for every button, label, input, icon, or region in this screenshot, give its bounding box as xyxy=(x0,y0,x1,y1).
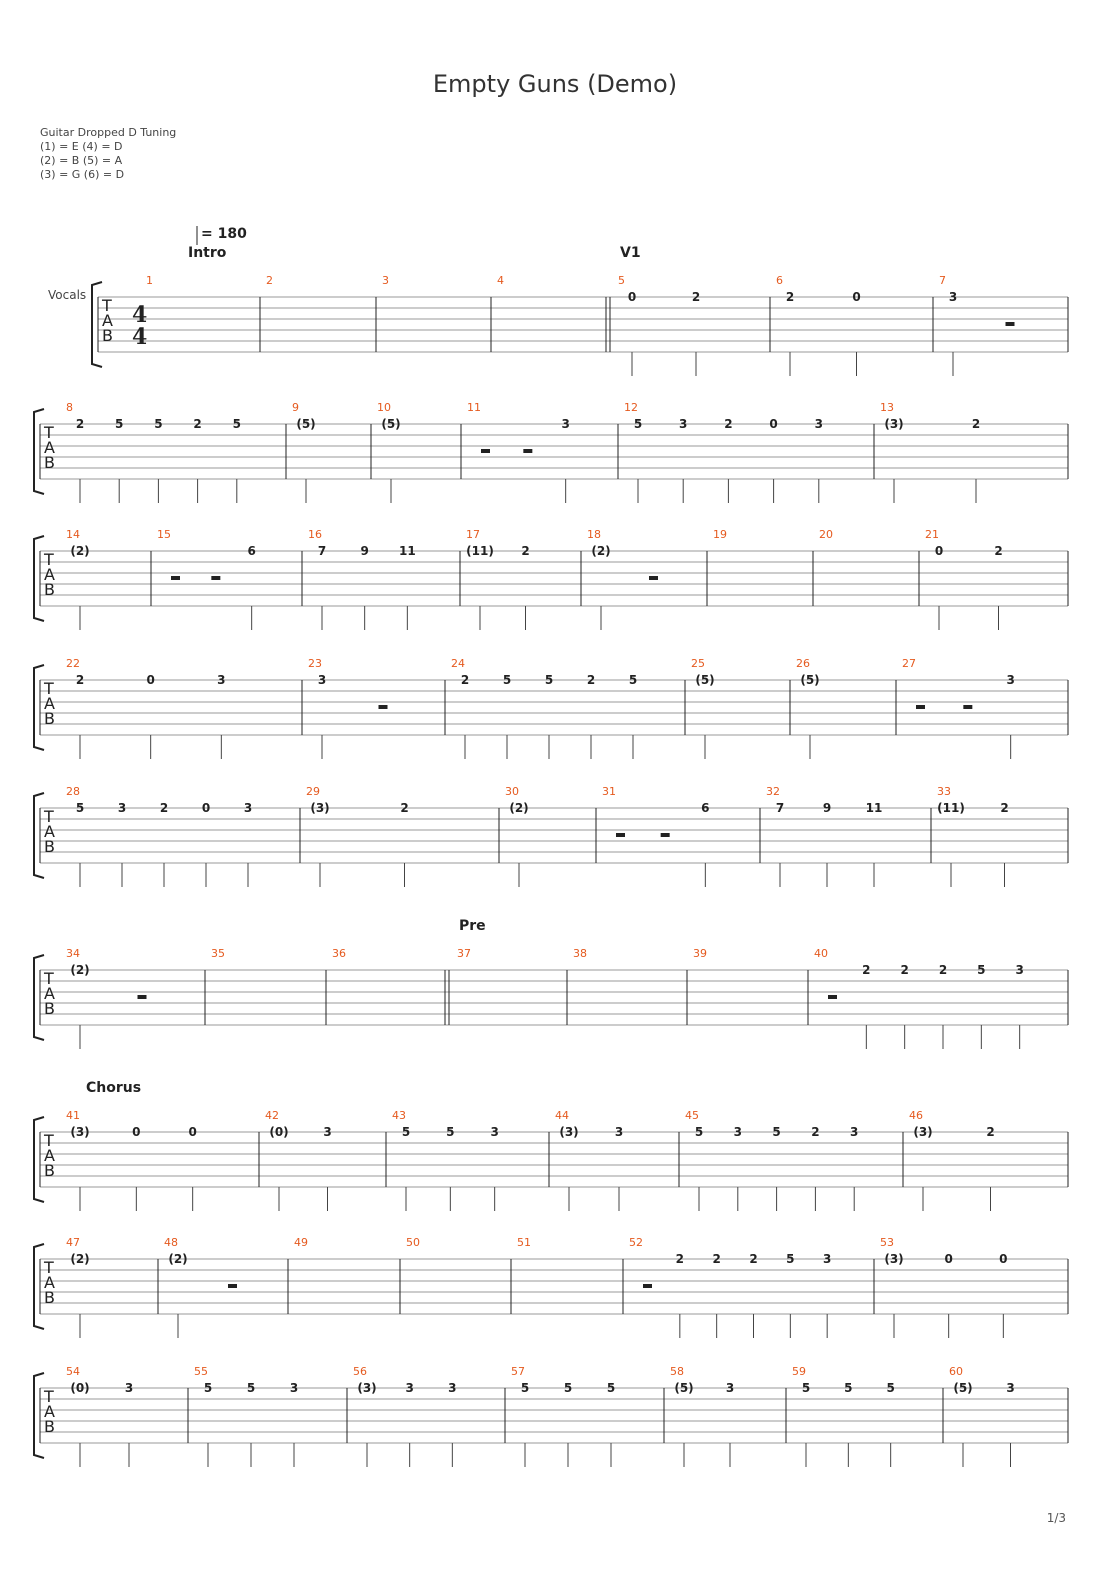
rest-mark xyxy=(963,705,972,709)
fret-number: (2) xyxy=(70,544,90,558)
fret-number: 2 xyxy=(900,963,909,977)
fret-number: (5) xyxy=(674,1381,694,1395)
measure-number: 21 xyxy=(925,528,939,541)
rest-mark xyxy=(661,833,670,837)
tab-clef: T xyxy=(44,1258,54,1277)
measure-number: 14 xyxy=(66,528,80,541)
measure-number: 58 xyxy=(670,1365,684,1378)
fret-number: 3 xyxy=(679,417,688,431)
measure-number: 56 xyxy=(353,1365,367,1378)
fret-number: 5 xyxy=(633,417,643,431)
tab-clef: A xyxy=(44,1146,55,1165)
fret-number: 3 xyxy=(117,801,127,815)
instrument-label: Vocals xyxy=(48,288,87,302)
tab-clef: A xyxy=(44,565,55,584)
rest-mark xyxy=(379,705,388,709)
fret-number: (3) xyxy=(559,1125,579,1139)
section-label: V1 xyxy=(620,245,641,261)
fret-number: 2 xyxy=(749,1252,758,1266)
fret-number: 3 xyxy=(725,1381,735,1395)
fret-number: 5 xyxy=(502,673,512,687)
fret-number: (3) xyxy=(357,1381,377,1395)
measure-number: 37 xyxy=(457,947,471,960)
tab-system xyxy=(34,401,1068,503)
fret-number: 5 xyxy=(75,801,85,815)
fret-number: 5 xyxy=(232,417,241,431)
measure-number: 8 xyxy=(66,401,73,414)
measure-number: 38 xyxy=(573,947,587,960)
measure-number: 50 xyxy=(406,1236,420,1249)
rest-mark xyxy=(616,833,625,837)
measure-number: 60 xyxy=(949,1365,963,1378)
tab-clef: B xyxy=(44,999,55,1018)
measure-number: 52 xyxy=(629,1236,643,1249)
section-label: Pre xyxy=(459,918,486,934)
fret-number: 2 xyxy=(691,290,701,304)
measure-number: 28 xyxy=(66,785,80,798)
measure-number: 36 xyxy=(332,947,346,960)
measure-number: 16 xyxy=(308,528,322,541)
fret-number: (3) xyxy=(884,417,904,431)
fret-number: 9 xyxy=(822,801,832,815)
fret-number: 3 xyxy=(1015,963,1024,977)
measure-number: 6 xyxy=(776,274,783,287)
page-number: 1/3 xyxy=(1046,1511,1066,1525)
fret-number: 3 xyxy=(323,1125,332,1139)
fret-number: 2 xyxy=(400,801,409,815)
tuning-name: Guitar Dropped D Tuning xyxy=(40,126,177,139)
fret-number: (3) xyxy=(310,801,330,815)
measure-number: 15 xyxy=(157,528,171,541)
fret-number: (2) xyxy=(70,963,90,977)
fret-number: 3 xyxy=(814,417,823,431)
measure-number: 11 xyxy=(467,401,481,414)
tab-clef: A xyxy=(44,694,55,713)
fret-number: 5 xyxy=(544,673,554,687)
measure-number: 44 xyxy=(555,1109,569,1122)
tab-clef: T xyxy=(102,296,112,315)
fret-number: (2) xyxy=(591,544,611,558)
measure-number: 1 xyxy=(146,274,153,287)
fret-number: (5) xyxy=(381,417,401,431)
fret-number: 5 xyxy=(203,1381,213,1395)
tab-clef: B xyxy=(44,1161,55,1180)
fret-number: 2 xyxy=(938,963,948,977)
fret-number: 2 xyxy=(586,673,596,687)
measure-number: 33 xyxy=(937,785,951,798)
tuning-line: (3) = G (6) = D xyxy=(40,168,125,181)
measure-number: 22 xyxy=(66,657,80,670)
fret-number: 3 xyxy=(733,1125,742,1139)
tab-system xyxy=(34,1365,1068,1467)
tab-clef: B xyxy=(44,580,55,599)
fret-number: 5 xyxy=(786,1252,795,1266)
fret-number: (3) xyxy=(70,1125,90,1139)
fret-number: 3 xyxy=(490,1125,499,1139)
fret-number: 0 xyxy=(934,544,944,558)
fret-number: 6 xyxy=(701,801,710,815)
fret-number: (11) xyxy=(466,544,494,558)
tab-clef: T xyxy=(44,550,54,569)
tab-clef: A xyxy=(102,311,113,330)
tab-clef: T xyxy=(44,807,54,826)
fret-number: 3 xyxy=(1006,673,1015,687)
tab-clef: B xyxy=(102,326,113,345)
measure-number: 45 xyxy=(685,1109,699,1122)
fret-number: 0 xyxy=(852,290,861,304)
fret-number: (3) xyxy=(913,1125,933,1139)
measure-number: 51 xyxy=(517,1236,531,1249)
measure-number: 3 xyxy=(382,274,389,287)
fret-number: 2 xyxy=(521,544,530,558)
measure-number: 35 xyxy=(211,947,225,960)
fret-number: 3 xyxy=(561,417,570,431)
fret-number: 3 xyxy=(317,673,327,687)
measure-number: 20 xyxy=(819,528,833,541)
tab-clef: B xyxy=(44,1288,55,1307)
measure-number: 13 xyxy=(880,401,894,414)
measure-number: 46 xyxy=(909,1109,923,1122)
fret-number: (11) xyxy=(937,801,965,815)
fret-number: 2 xyxy=(75,417,85,431)
fret-number: 5 xyxy=(628,673,638,687)
fret-number: 5 xyxy=(977,963,986,977)
fret-number: 2 xyxy=(811,1125,820,1139)
fret-number: 2 xyxy=(994,544,1003,558)
fret-number: (5) xyxy=(953,1381,973,1395)
fret-number: (2) xyxy=(168,1252,188,1266)
tab-clef: B xyxy=(44,837,55,856)
fret-number: 2 xyxy=(1000,801,1009,815)
fret-number: 5 xyxy=(401,1125,411,1139)
time-signature-top: 4 xyxy=(132,302,148,328)
fret-number: 0 xyxy=(132,1125,141,1139)
fret-number: 2 xyxy=(675,1252,685,1266)
tab-clef: A xyxy=(44,438,55,457)
measure-number: 23 xyxy=(308,657,322,670)
fret-number: 3 xyxy=(243,801,253,815)
fret-number: 3 xyxy=(124,1381,134,1395)
fret-number: 3 xyxy=(448,1381,457,1395)
measure-number: 31 xyxy=(602,785,616,798)
fret-number: 2 xyxy=(712,1252,721,1266)
fret-number: 5 xyxy=(115,417,124,431)
tab-system xyxy=(34,1236,1068,1338)
rest-mark xyxy=(211,576,220,580)
tab-system xyxy=(34,785,1068,887)
rest-mark xyxy=(138,995,147,999)
measure-number: 57 xyxy=(511,1365,525,1378)
fret-number: 2 xyxy=(159,801,169,815)
fret-number: 0 xyxy=(146,673,155,687)
measure-number: 34 xyxy=(66,947,80,960)
fret-number: 0 xyxy=(999,1252,1008,1266)
measure-number: 26 xyxy=(796,657,810,670)
measure-number: 5 xyxy=(618,274,625,287)
time-signature-bottom: 4 xyxy=(132,324,148,350)
fret-number: (3) xyxy=(884,1252,904,1266)
measure-number: 39 xyxy=(693,947,707,960)
fret-number: (0) xyxy=(70,1381,90,1395)
measure-number: 32 xyxy=(766,785,780,798)
fret-number: 0 xyxy=(769,417,778,431)
fret-number: 5 xyxy=(886,1381,895,1395)
fret-number: 11 xyxy=(398,544,416,558)
fret-number: 0 xyxy=(188,1125,197,1139)
fret-number: 11 xyxy=(865,801,883,815)
section-label: Intro xyxy=(188,245,227,261)
measure-number: 48 xyxy=(164,1236,178,1249)
fret-number: 3 xyxy=(948,290,958,304)
measure-number: 40 xyxy=(814,947,828,960)
measure-number: 41 xyxy=(66,1109,80,1122)
tab-system xyxy=(34,657,1068,759)
fret-number: 2 xyxy=(193,417,202,431)
tab-clef: B xyxy=(44,453,55,472)
measure-number: 10 xyxy=(377,401,391,414)
rest-mark xyxy=(481,449,490,453)
fret-number: 0 xyxy=(627,290,637,304)
rest-mark xyxy=(228,1284,237,1288)
measure-number: 12 xyxy=(624,401,638,414)
fret-number: (5) xyxy=(296,417,316,431)
measure-number: 54 xyxy=(66,1365,80,1378)
fret-number: 3 xyxy=(1006,1381,1015,1395)
measure-number: 7 xyxy=(939,274,946,287)
tab-clef: T xyxy=(44,679,54,698)
fret-number: 5 xyxy=(801,1381,811,1395)
fret-number: 5 xyxy=(606,1381,616,1395)
measure-number: 4 xyxy=(497,274,504,287)
fret-number: 3 xyxy=(850,1125,859,1139)
fret-number: 5 xyxy=(563,1381,573,1395)
fret-number: (0) xyxy=(269,1125,289,1139)
fret-number: 3 xyxy=(217,673,226,687)
tab-clef: A xyxy=(44,984,55,1003)
tab-clef: A xyxy=(44,1273,55,1292)
tab-system xyxy=(92,245,1068,376)
fret-number: 2 xyxy=(724,417,733,431)
measure-number: 59 xyxy=(792,1365,806,1378)
fret-number: 2 xyxy=(971,417,981,431)
fret-number: (2) xyxy=(509,801,529,815)
tab-clef: T xyxy=(44,969,54,988)
measure-number: 42 xyxy=(265,1109,279,1122)
fret-number: 5 xyxy=(694,1125,704,1139)
measure-number: 55 xyxy=(194,1365,208,1378)
fret-number: 2 xyxy=(75,673,85,687)
fret-number: 7 xyxy=(317,544,327,558)
tab-clef: A xyxy=(44,1402,55,1421)
tab-clef: T xyxy=(44,1131,54,1150)
rest-mark xyxy=(523,449,532,453)
fret-number: 5 xyxy=(154,417,163,431)
tab-system xyxy=(34,918,1068,1049)
measure-number: 19 xyxy=(713,528,727,541)
rest-mark xyxy=(828,995,837,999)
tab-system xyxy=(34,528,1068,630)
fret-number: 2 xyxy=(986,1125,995,1139)
fret-number: (2) xyxy=(70,1252,90,1266)
measure-number: 17 xyxy=(466,528,480,541)
fret-number: 9 xyxy=(360,544,369,558)
tab-clef: B xyxy=(44,709,55,728)
measure-number: 18 xyxy=(587,528,601,541)
tuning-line: (2) = B (5) = A xyxy=(40,154,123,167)
fret-number: 3 xyxy=(289,1381,299,1395)
measure-number: 2 xyxy=(266,274,273,287)
tab-clef: A xyxy=(44,822,55,841)
fret-number: 3 xyxy=(822,1252,832,1266)
tab-clef: B xyxy=(44,1417,55,1436)
tab-clef: T xyxy=(44,1387,54,1406)
tab-clef: T xyxy=(44,423,54,442)
fret-number: 2 xyxy=(862,963,871,977)
measure-number: 43 xyxy=(392,1109,406,1122)
fret-number: 3 xyxy=(405,1381,414,1395)
score-title: Empty Guns (Demo) xyxy=(432,70,678,98)
fret-number: 0 xyxy=(944,1252,953,1266)
measure-number: 29 xyxy=(306,785,320,798)
fret-number: 5 xyxy=(844,1381,853,1395)
fret-number: (5) xyxy=(695,673,715,687)
tab-system xyxy=(34,1080,1068,1211)
measure-number: 49 xyxy=(294,1236,308,1249)
fret-number: 3 xyxy=(614,1125,624,1139)
measure-number: 47 xyxy=(66,1236,80,1249)
rest-mark xyxy=(643,1284,652,1288)
measure-number: 25 xyxy=(691,657,705,670)
fret-number: 5 xyxy=(446,1125,455,1139)
fret-number: 2 xyxy=(460,673,470,687)
measure-number: 30 xyxy=(505,785,519,798)
fret-number: 6 xyxy=(247,544,256,558)
tuning-line: (1) = E (4) = D xyxy=(40,140,123,153)
rest-mark xyxy=(171,576,180,580)
measure-number: 9 xyxy=(292,401,299,414)
fret-number: 5 xyxy=(246,1381,256,1395)
section-label: Chorus xyxy=(86,1080,142,1096)
fret-number: 5 xyxy=(772,1125,781,1139)
fret-number: (5) xyxy=(800,673,820,687)
rest-mark xyxy=(1006,322,1015,326)
measure-number: 53 xyxy=(880,1236,894,1249)
measure-number: 24 xyxy=(451,657,465,670)
fret-number: 7 xyxy=(775,801,785,815)
measure-number: 27 xyxy=(902,657,916,670)
tempo-marking: = 180 xyxy=(201,226,247,242)
fret-number: 5 xyxy=(520,1381,530,1395)
fret-number: 2 xyxy=(785,290,795,304)
fret-number: 0 xyxy=(201,801,211,815)
rest-mark xyxy=(649,576,658,580)
rest-mark xyxy=(916,705,925,709)
